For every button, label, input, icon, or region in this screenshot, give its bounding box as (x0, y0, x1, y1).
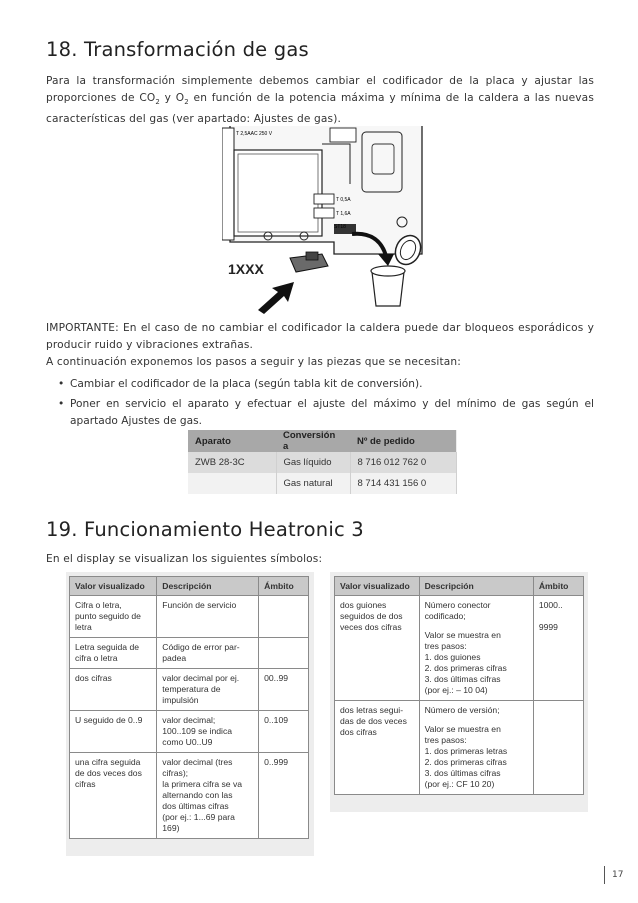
cell-line: la primera cifra se va (162, 779, 243, 789)
table-cell (533, 701, 583, 795)
symbols-table-left (69, 576, 309, 839)
cell-line: Número de versión; (424, 705, 500, 715)
cell-line: padea (162, 653, 187, 663)
table-cell (259, 753, 309, 839)
table-cell (419, 701, 533, 795)
cell-line: dos letras segui- (340, 705, 404, 715)
table-row (70, 711, 309, 753)
cell-line: punto seguido de (75, 611, 141, 621)
cell-line: valor decimal; (162, 715, 216, 725)
part-number-label: 1XXX (228, 261, 264, 277)
bullet-text-1: Cambiar el codificador de la placa (según tabla kit de conversión). (70, 378, 423, 390)
o2-subscript: 2 (184, 98, 189, 107)
table-cell: Gas líquido (276, 452, 350, 473)
col-header-ambito: Ámbito (259, 577, 309, 596)
table-cell (419, 596, 533, 701)
cell-line: Número conector (424, 600, 491, 610)
cell-line: Valor se muestra en (424, 724, 501, 734)
table-cell: Gas natural (276, 473, 350, 494)
gas-conversion-table (188, 430, 457, 494)
table-cell (188, 473, 276, 494)
cell-line: (por ej.: 1...69 para (162, 812, 235, 822)
col-header-ambito: Ámbito (533, 577, 583, 596)
table-row (188, 473, 456, 494)
table-row (70, 638, 309, 669)
table-cell (259, 596, 309, 638)
cell-line: tres pasos: (424, 735, 467, 745)
cell-line: cifra o letra (75, 653, 118, 663)
table-row (188, 452, 456, 473)
cell-line (539, 611, 578, 622)
cell-line: dos cifras (340, 727, 377, 737)
cell-line: 2. dos primeras cifras (424, 663, 507, 673)
cell-line (539, 705, 578, 716)
page-number-divider (604, 866, 605, 884)
cell-line: como U0..U9 (162, 737, 213, 747)
cell-line: temperatura de (162, 684, 221, 694)
bullet-dot-icon: • (58, 398, 65, 410)
table-row (70, 669, 309, 711)
encoder-illustration (222, 124, 428, 314)
cell-line: letra (75, 622, 92, 632)
table-cell (335, 701, 420, 795)
cell-line: Función de servicio (162, 600, 237, 610)
bullet-item-2 (58, 396, 594, 430)
cell-line: 0..999 (264, 757, 289, 767)
cell-line: valor decimal por ej. (162, 673, 240, 683)
cell-line: cifras); (162, 768, 189, 778)
cell-line: (por ej.: – 10 04) (424, 685, 488, 695)
cell-line (264, 600, 303, 611)
col-header-aparato: Aparato (188, 430, 276, 452)
fuse-label-top: T 2,5AAC 250 V (236, 131, 273, 137)
cell-gap (425, 716, 528, 724)
cell-line: 0..109 (264, 715, 289, 725)
cell-line: dos últimas cifras (162, 801, 229, 811)
table-cell (533, 596, 583, 701)
intro-text-b: y O (160, 92, 185, 104)
cell-line: 2. dos primeras cifras (424, 757, 507, 767)
cell-line: 169) (162, 823, 180, 833)
cell-line: 1. dos primeras letras (424, 746, 508, 756)
table-cell (157, 753, 259, 839)
connector-label: ST18 (334, 224, 346, 230)
page-number: 17 (612, 870, 624, 880)
cell-line: 3. dos últimas cifras (424, 768, 501, 778)
table-row (335, 596, 584, 701)
table-cell (157, 638, 259, 669)
cell-line: 1. dos guiones (424, 652, 481, 662)
table-cell (70, 753, 157, 839)
table-cell: 8 716 012 762 0 (350, 452, 456, 473)
cell-line: 100..109 se indica (162, 726, 233, 736)
cell-line: de dos veces dos (75, 768, 142, 778)
col-header-valor: Valor visualizado (335, 577, 420, 596)
fuse-label-2: T 1,6A (336, 211, 351, 217)
table-cell (157, 669, 259, 711)
table-cell (259, 669, 309, 711)
cell-line: alternando con las (162, 790, 233, 800)
co2-subscript: 2 (155, 98, 160, 107)
table-cell: 8 714 431 156 0 (350, 473, 456, 494)
cell-line: cifras (75, 779, 96, 789)
cell-line: 00..99 (264, 673, 289, 683)
cell-line: una cifra seguida (75, 757, 141, 767)
cell-line: impulsión (162, 695, 199, 705)
table-cell: ZWB 28-3C (188, 452, 276, 473)
section-18-intro (46, 73, 594, 128)
symbols-table-right (334, 576, 584, 795)
section-18-heading: 18. Transformación de gas (46, 38, 309, 61)
table-cell (157, 596, 259, 638)
cell-line: seguidos de dos (340, 611, 403, 621)
cell-line: tres pasos: (424, 641, 467, 651)
encoder-figure (222, 124, 428, 314)
cell-line: 1000.. (538, 600, 563, 610)
table-row (70, 596, 309, 638)
important-note: IMPORTANTE: En el caso de no cambiar el codificador la caldera puede dar bloqueos esporádicos y producir ruido y vibraciones extrañas. (46, 322, 594, 351)
col-header-descripcion: Descripción (157, 577, 259, 596)
table-row (335, 701, 584, 795)
cell-line (264, 642, 303, 653)
section-19-intro: En el display se visualizan los siguientes símbolos: (46, 553, 323, 565)
cell-line: das de dos veces (340, 716, 407, 726)
fuse-label-1: T 0,5A (336, 197, 351, 203)
steps-intro: A continuación exponemos los pasos a seguir y las piezas que se necesitan: (46, 356, 462, 368)
table-cell (157, 711, 259, 753)
table-cell (70, 596, 157, 638)
col-header-conversion: Conversión a (276, 430, 350, 452)
cell-line: Código de error par- (162, 642, 240, 652)
section-19-heading: 19. Funcionamiento Heatronic 3 (46, 518, 364, 541)
cell-line: U seguido de 0..9 (75, 715, 143, 725)
col-header-valor: Valor visualizado (70, 577, 157, 596)
table-cell (70, 638, 157, 669)
cell-line: 3. dos últimas cifras (424, 674, 501, 684)
cell-line: (por ej.: CF 10 20) (424, 779, 495, 789)
table-row (70, 753, 309, 839)
table-cell (70, 711, 157, 753)
table-cell (259, 711, 309, 753)
cell-line: dos guiones (340, 600, 387, 610)
bullet-dot-icon: • (58, 378, 65, 390)
cell-line: dos cifras (75, 673, 112, 683)
table-cell (259, 638, 309, 669)
table-cell (335, 596, 420, 701)
intro-text-a: Para la transformación simplemente debemos cambiar el codificador de la placa y ajustar las proporciones de CO (46, 75, 594, 104)
cell-line: Cifra o letra, (75, 600, 122, 610)
col-header-pedido: Nº de pedido (350, 430, 456, 452)
cell-line: veces dos cifras (340, 622, 402, 632)
cell-line: 9999 (538, 622, 558, 632)
bullet-item-1 (58, 376, 594, 393)
cell-gap (425, 622, 528, 630)
cell-line: Letra seguida de (75, 642, 140, 652)
cell-line: Valor se muestra en (424, 630, 501, 640)
intro-text-c: en función de la potencia máxima y mínima de la caldera a las nuevas características del gas (ver apartado: Ajustes de gas). (46, 92, 594, 126)
table-cell (70, 669, 157, 711)
col-header-descripcion: Descripción (419, 577, 533, 596)
bullet-text-2: Poner en servicio el aparato y efectuar el ajuste del máximo y del mínimo de gas según el apartado Ajustes de gas. (70, 398, 594, 427)
cell-line: valor decimal (tres (162, 757, 233, 767)
cell-line: codificado; (424, 611, 466, 621)
